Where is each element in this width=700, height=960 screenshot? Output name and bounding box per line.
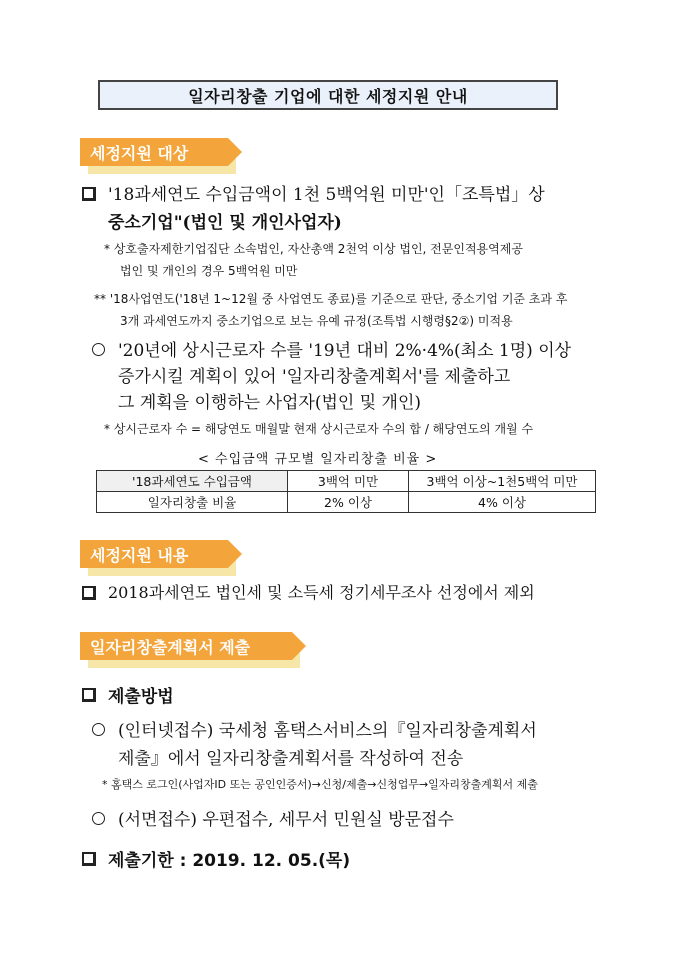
- section-label: 일자리창출계획서 제출: [80, 632, 292, 660]
- target-item2-line3: 그 계획을 이행하는 사업자(법인 및 개인): [118, 393, 422, 413]
- plan-online-line2: 제출』에서 일자리창출계획서를 작성하여 전송: [118, 749, 464, 769]
- checkbox-icon: [82, 852, 96, 866]
- section-arrow: [228, 540, 242, 568]
- section-label: 세정지원 내용: [80, 540, 228, 568]
- target-note3: * 상시근로자 수 = 해당연도 매월말 현재 상시근로자 수의 합 / 해당연도의 개월 수: [104, 422, 534, 436]
- circle-bullet-icon: [92, 723, 105, 736]
- target-note1-line1: * 상호출자제한기업집단 소속법인, 자산총액 2천억 이상 법인, 전문인적용역제공: [104, 242, 523, 256]
- section-arrow: [228, 138, 242, 166]
- plan-online-note: * 홈택스 로그인(사업자ID 또는 공인인증서)→신청/제출→신청업무→일자리창출계획서 제출: [102, 778, 538, 791]
- section-header-content: [80, 540, 240, 570]
- target-item1-line2: 중소기업"(법인 및 개인사업자): [108, 213, 342, 233]
- table-header-cell: '18과세연도 수입금액: [97, 471, 288, 492]
- plan-online-line1: (인터넷접수) 국세청 홈택스서비스의『일자리창출계획서: [118, 721, 537, 741]
- page-title-text: 일자리창출 기업에 대한 세정지원 안내: [188, 86, 468, 106]
- table-header-cell: 3백억 미만: [288, 471, 409, 492]
- section-header-target: [80, 138, 240, 168]
- circle-bullet-icon: [92, 812, 105, 825]
- plan-paper: (서면접수) 우편접수, 세무서 민원실 방문접수: [118, 810, 454, 830]
- table-row: [97, 492, 596, 513]
- table-header-cell: 3백억 이상~1천5백억 미만: [409, 471, 596, 492]
- target-item2-line2: 증가시킬 계획이 있어 '일자리창출계획서'를 제출하고: [118, 367, 511, 387]
- table-row: [97, 471, 596, 492]
- checkbox-icon: [82, 586, 96, 600]
- plan-method-label: 제출방법: [108, 687, 174, 707]
- section-label: 세정지원 대상: [80, 138, 228, 166]
- target-item2-line1: '20년에 상시근로자 수를 '19년 대비 2%·4%(최소 1명) 이상: [118, 341, 572, 361]
- circle-bullet-icon: [92, 343, 105, 356]
- plan-deadline: 제출기한 : 2019. 12. 05.(목): [108, 851, 351, 871]
- target-note1-line2: 법인 및 개인의 경우 5백억원 미만: [120, 264, 298, 278]
- ratio-table: [96, 470, 596, 513]
- target-item1-line1: '18과세연도 수입금액이 1천 5백억원 미만'인「조특법」상: [108, 185, 545, 205]
- section-header-plan: [80, 632, 310, 662]
- content-item1: 2018과세연도 법인세 및 소득세 정기세무조사 선정에서 제외: [108, 583, 535, 602]
- table-cell: 2% 이상: [288, 492, 409, 513]
- table-caption: < 수입금액 규모별 일자리창출 비율 >: [198, 452, 438, 467]
- section-arrow: [292, 632, 306, 660]
- table-cell: 4% 이상: [409, 492, 596, 513]
- page-title: [98, 80, 558, 110]
- checkbox-icon: [82, 187, 96, 201]
- table-cell: 일자리창출 비율: [97, 492, 288, 513]
- target-note2-line1: ** '18사업연도('18년 1~12월 중 사업연도 종료)를 기준으로 판단, 중소기업 기준 초과 후: [94, 292, 568, 306]
- checkbox-icon: [82, 688, 96, 702]
- target-note2-line2: 3개 과세연도까지 중소기업으로 보는 유예 규정(조특법 시행령§2②) 미적용: [120, 314, 513, 328]
